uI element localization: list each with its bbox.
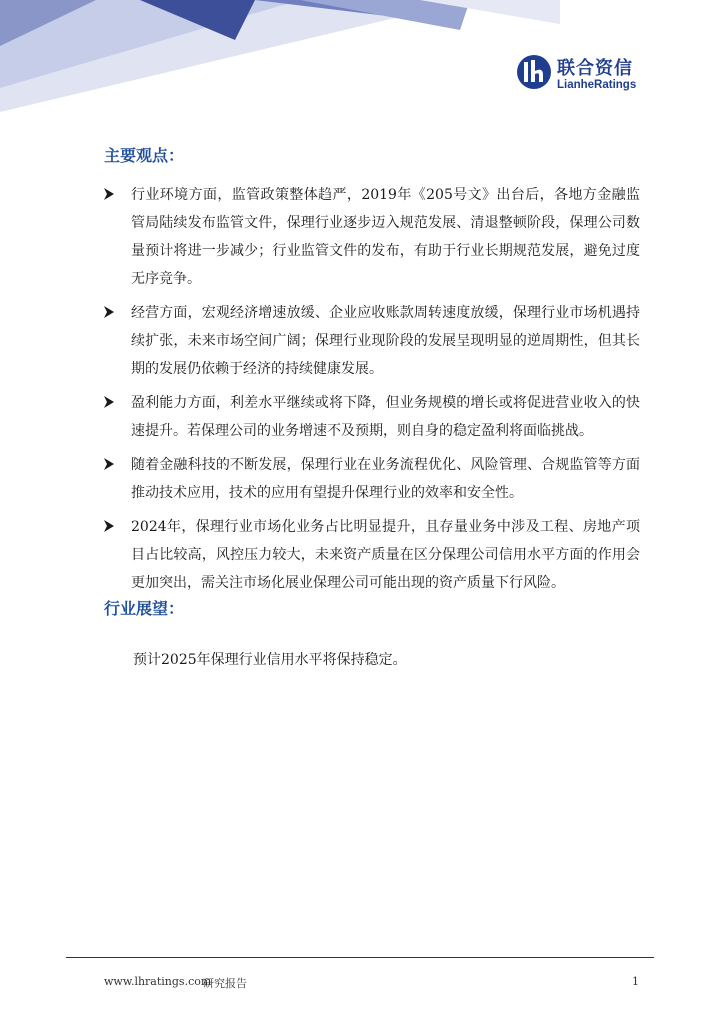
list-item	[104, 299, 640, 383]
arrow-bullet-icon	[104, 520, 114, 532]
lianhe-logo	[516, 54, 656, 94]
point-text: 经营方面，宏观经济增速放缓、企业应收账款周转速度放缓，保理行业市场机遇持续扩张，未来市场空间广阔；保理行业现阶段的发展呈现明显的逆周期性，但其长期的发展仍依赖于经济的持续健康发展。	[131, 305, 640, 377]
main-points-heading: 主要观点：	[104, 146, 185, 165]
logo-chinese-name: 联合资信	[557, 58, 633, 79]
page-number: 1	[632, 975, 639, 988]
point-text: 盈利能力方面，利差水平继续或将下降，但业务规模的增长或将促进营业收入的快速提升。若保理公司的业务增速不及预期，则自身的稳定盈利将面临挑战。	[131, 395, 640, 439]
point-text: 2024年，保理行业市场化业务占比明显提升，且存量业务中涉及工程、房地产项目占比较高，风控压力较大，未来资产质量在区分保理公司信用水平方面的作用会更加突出，需关注市场化展业保理公司可能出现的资产质量下行风险。	[131, 519, 640, 591]
footer-document-type: 研究报告	[203, 977, 247, 990]
list-item	[104, 513, 640, 597]
list-item	[104, 451, 640, 507]
main-points-list	[104, 181, 640, 603]
logo-english-name: LianheRatings	[557, 79, 637, 91]
footer-website-link[interactable]: www.lhratings.com	[104, 975, 212, 988]
point-text: 随着金融科技的不断发展，保理行业在业务流程优化、风险管理、合规监管等方面推动技术应用，技术的应用有望提升保理行业的效率和安全性。	[131, 457, 640, 501]
arrow-bullet-icon	[104, 458, 114, 470]
arrow-bullet-icon	[104, 188, 114, 200]
list-item	[104, 389, 640, 445]
footer-divider	[66, 957, 654, 958]
lianhe-logo-icon	[516, 54, 552, 90]
point-text: 行业环境方面，监管政策整体趋严，2019年《205号文》出台后，各地方金融监管局陆续发布监管文件，保理行业逐步迈入规范发展、清退整顿阶段，保理公司数量预计将进一步减少；行业监管文件的发布，有助于行业长期规范发展，避免过度无序竞争。	[131, 187, 640, 287]
outlook-text: 预计2025年保理行业信用水平将保持稳定。	[133, 652, 407, 668]
arrow-bullet-icon	[104, 396, 114, 408]
list-item	[104, 181, 640, 293]
outlook-heading: 行业展望：	[104, 599, 185, 618]
arrow-bullet-icon	[104, 306, 114, 318]
